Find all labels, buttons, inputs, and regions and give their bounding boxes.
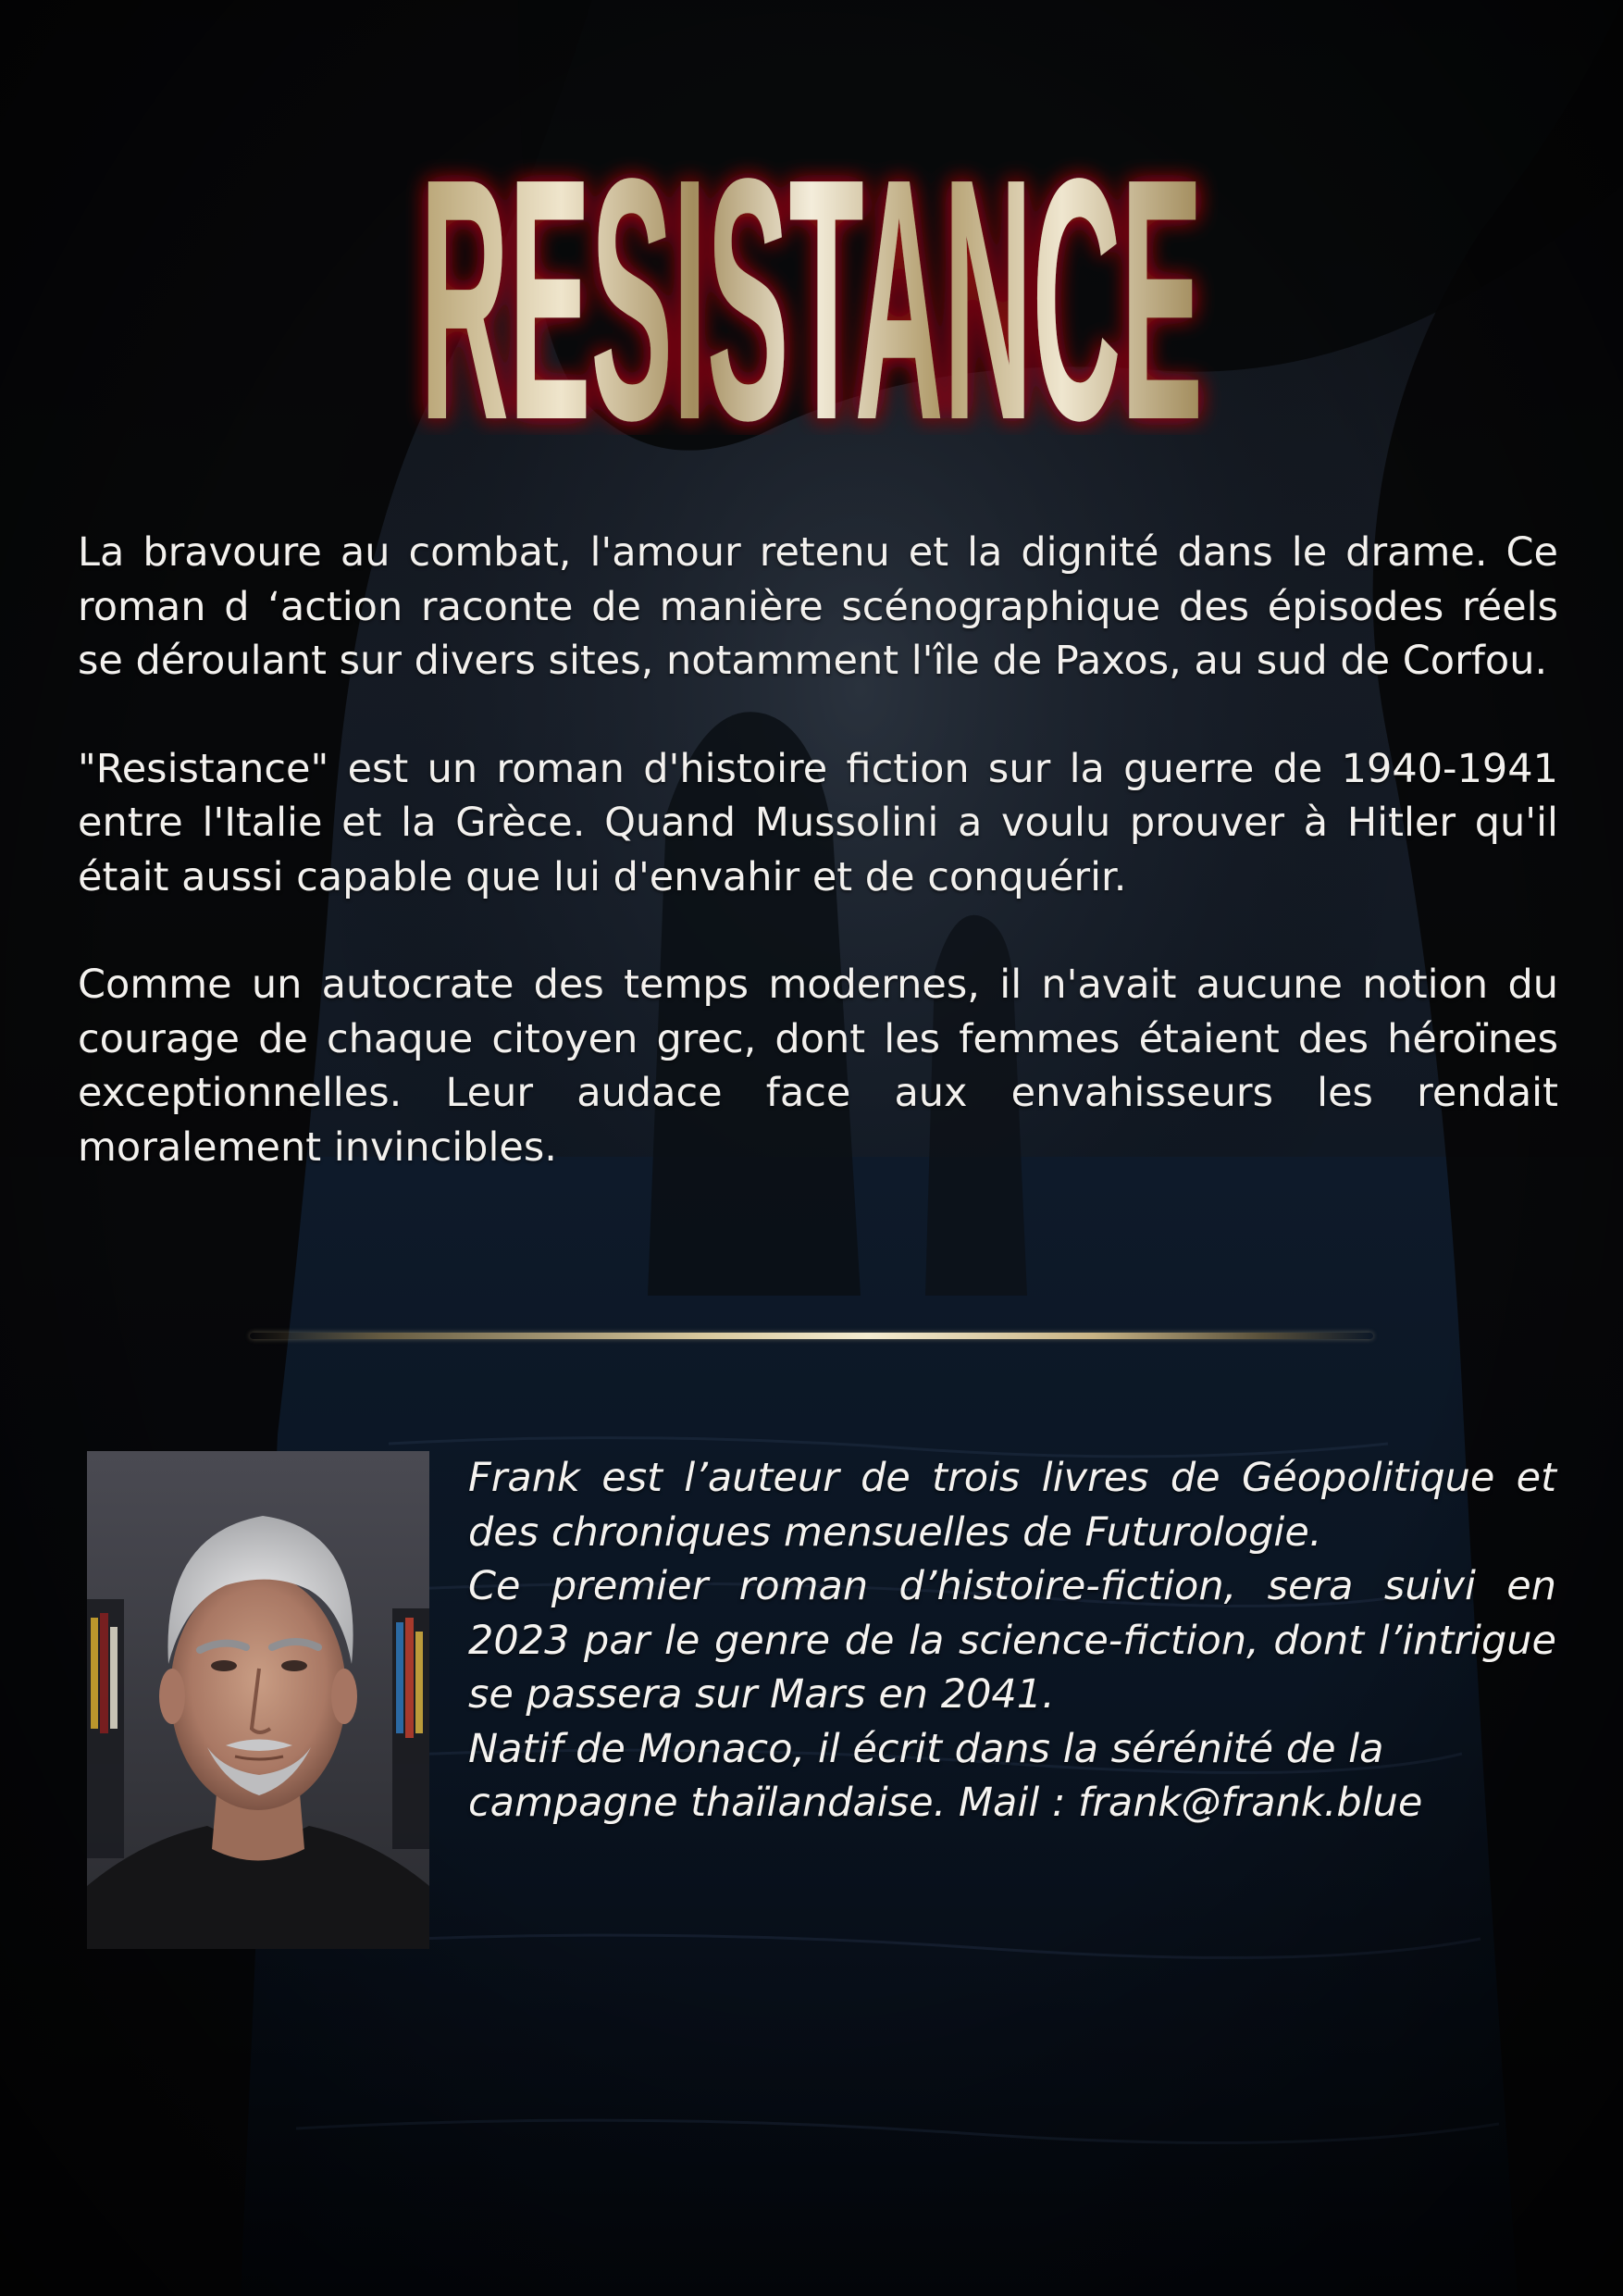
description-paragraph: La bravoure au combat, l'amour retenu et la dignité dans le drame. Ce roman d ‘action raconte de manière scénographique des épisodes réels se déroulant sur divers sites, notamment l'île de Paxos, au sud de Corfou. [78,529,1558,684]
author-photo [87,1451,429,1949]
book-title-text: RESISTANCE [420,120,1203,435]
author-bio-paragraph: Frank est l’auteur de trois livres de Géopolitique et des chroniques mensuelles de Futurologie. [468,1455,1556,1556]
book-title [0,120,1623,435]
author-bio-paragraph: Natif de Monaco, il écrit dans la sérénité de la campagne thaïlandaise. Mail : frank@frank.blue [468,1725,1423,1826]
author-bio-paragraph: Ce premier roman d’histoire-fiction, sera suivi en 2023 par le genre de la science-fiction, dont l’intrigue se passera sur Mars en 2041. [468,1563,1556,1718]
author-bio [468,1451,1556,1831]
gold-divider [250,1333,1373,1339]
book-description [78,526,1558,1174]
description-paragraph: "Resistance" est un roman d'histoire fiction sur la guerre de 1940-1941 entre l'Italie et la Grèce. Quand Mussolini a voulu prouver à Hitler qu'il était aussi capable que lui d'envahir et de conquérir. [78,745,1558,900]
description-paragraph: Comme un autocrate des temps modernes, il n'avait aucune notion du courage de chaque citoyen grec, dont les femmes étaient des héroïnes exceptionnelles. Leur audace face aux envahisseurs les rendait moralement invincibles. [78,962,1558,1171]
book-title-art [0,120,1623,435]
